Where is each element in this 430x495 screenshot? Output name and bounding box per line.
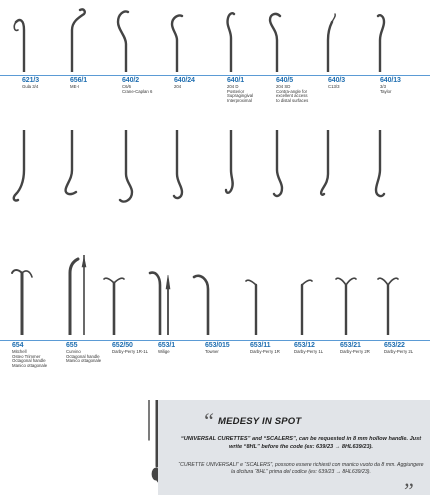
row1-lower-tips xyxy=(0,130,430,230)
promo-text-italian: “CURETTE UNIVERSALI” e “SCALERS”, possono essere richiesti con manico vuoto da 8 mm. Aggiungere la dicitura “8HL” prima del codice (es: 639/23 → 8HL639/23). xyxy=(178,462,424,476)
instrument-640-3-lower-tip xyxy=(321,130,328,195)
instrument-653-21-upper-tip xyxy=(336,278,356,335)
row2-upper-tips xyxy=(0,255,430,335)
product-description: C6/6 Crane-Caplan 6 xyxy=(122,84,153,94)
catalog-entry xyxy=(70,77,118,90)
instrument-640-1-upper-tip xyxy=(228,13,234,72)
product-description: Darby-Perry 2R xyxy=(340,349,370,355)
product-code: 640/24 xyxy=(174,77,195,84)
catalog-entry xyxy=(66,342,112,364)
row1-upper-tips xyxy=(0,0,430,72)
product-description: Darby-Perry 2L xyxy=(384,349,414,355)
instrument-640-3-upper-tip xyxy=(328,14,335,72)
row1-code-divider xyxy=(0,75,430,76)
product-code: 654 xyxy=(12,342,24,349)
product-description: 3/3 Taylor xyxy=(380,84,392,94)
instrument-640-2-upper-tip xyxy=(118,11,128,72)
catalog-entry xyxy=(12,342,58,368)
instrument-653-015-upper-tip xyxy=(194,276,208,335)
catalog-entry xyxy=(174,77,222,90)
catalog-entry xyxy=(22,77,70,90)
catalog-entry xyxy=(328,77,376,90)
instrument-640-2-lower-tip xyxy=(120,130,132,202)
instrument-653-22-upper-tip xyxy=(378,278,398,335)
product-description: Darby-Perry 1R xyxy=(250,349,280,355)
medesy-in-spot-box xyxy=(158,400,430,495)
product-code: 652/50 xyxy=(112,342,133,349)
product-description: Wilige xyxy=(158,349,170,355)
catalog-entry xyxy=(276,77,324,103)
product-code: 655 xyxy=(66,342,78,349)
product-code: 640/13 xyxy=(380,77,401,84)
instrument-654-upper-tip xyxy=(12,270,32,335)
row2-code-divider xyxy=(0,340,430,341)
product-description: Darby-Perry 1L xyxy=(294,349,324,355)
instrument-653-1-upper-tip xyxy=(150,273,170,335)
catalog-entry xyxy=(294,342,340,355)
closing-quote-mark: „ xyxy=(404,466,417,491)
catalog-entry xyxy=(340,342,386,355)
product-code: 653/015 xyxy=(205,342,230,349)
product-description: Mitchell Osteo Trimmer Octagonal handle Manico ottagonale xyxy=(12,349,48,368)
product-description: C13/3 xyxy=(328,84,340,90)
instrument-640-24-lower-tip xyxy=(174,130,182,198)
promo-title: MEDESY IN SPOT xyxy=(218,416,302,427)
product-code: 640/1 xyxy=(227,77,245,84)
instrument-621-3-upper-tip xyxy=(14,20,24,72)
product-code: 653/21 xyxy=(340,342,361,349)
product-code: 621/3 xyxy=(22,77,40,84)
product-code: 640/2 xyxy=(122,77,140,84)
product-description: 204 xyxy=(174,84,182,90)
instrument-640-13-lower-tip xyxy=(376,130,384,196)
instrument-656-1-upper-tip xyxy=(72,9,85,72)
catalog-entry xyxy=(205,342,251,355)
catalog-entry xyxy=(112,342,158,355)
opening-quote-mark: “ xyxy=(202,408,215,433)
instrument-653-12-upper-tip xyxy=(302,280,312,335)
product-code: 653/1 xyxy=(158,342,176,349)
product-code: 656/1 xyxy=(70,77,88,84)
catalog-entry xyxy=(227,77,275,103)
catalog-entry xyxy=(158,342,204,355)
catalog-entry xyxy=(122,77,170,94)
product-description: Darby-Perry 1R-1L xyxy=(112,349,149,355)
instrument-652-50-upper-tip xyxy=(104,278,124,335)
product-description: Towner xyxy=(205,349,219,355)
product-description: 204 D Posterior Supragingival Interproximal xyxy=(227,84,254,103)
product-code: 653/11 xyxy=(250,342,271,349)
instrument-640-5-upper-tip xyxy=(270,14,280,72)
instrument-653-11-upper-tip xyxy=(246,280,256,335)
product-description: ME-I xyxy=(70,84,80,90)
product-description: Curvino Octagonal handle Manico ottagonale xyxy=(66,349,102,364)
product-code: 653/12 xyxy=(294,342,315,349)
product-description: 204 SD Contra-angle for excellent access to distal surfaces xyxy=(276,84,309,103)
catalog-entry xyxy=(384,342,428,355)
instrument-640-24-upper-tip xyxy=(172,15,182,72)
product-code: 640/5 xyxy=(276,77,294,84)
product-code: 653/22 xyxy=(384,342,405,349)
instrument-656-1-lower-tip xyxy=(66,130,76,194)
instrument-640-1-lower-tip xyxy=(226,130,233,193)
instrument-655-upper-tip xyxy=(70,255,86,335)
catalog-entry xyxy=(250,342,296,355)
product-description: Gula 3/4 xyxy=(22,84,39,90)
product-code: 640/3 xyxy=(328,77,346,84)
instrument-640-13-upper-tip xyxy=(378,15,384,72)
catalog-entry xyxy=(380,77,428,94)
instrument-621-3-lower-tip xyxy=(14,130,24,201)
promo-text-english: “UNIVERSAL CURETTES” and “SCALERS”, can be requested in 8 mm hollow handle. Just write “8HL” before the code (ex: 639/23 → 8HL639/23). xyxy=(180,436,422,450)
instrument-640-5-lower-tip xyxy=(274,130,282,196)
